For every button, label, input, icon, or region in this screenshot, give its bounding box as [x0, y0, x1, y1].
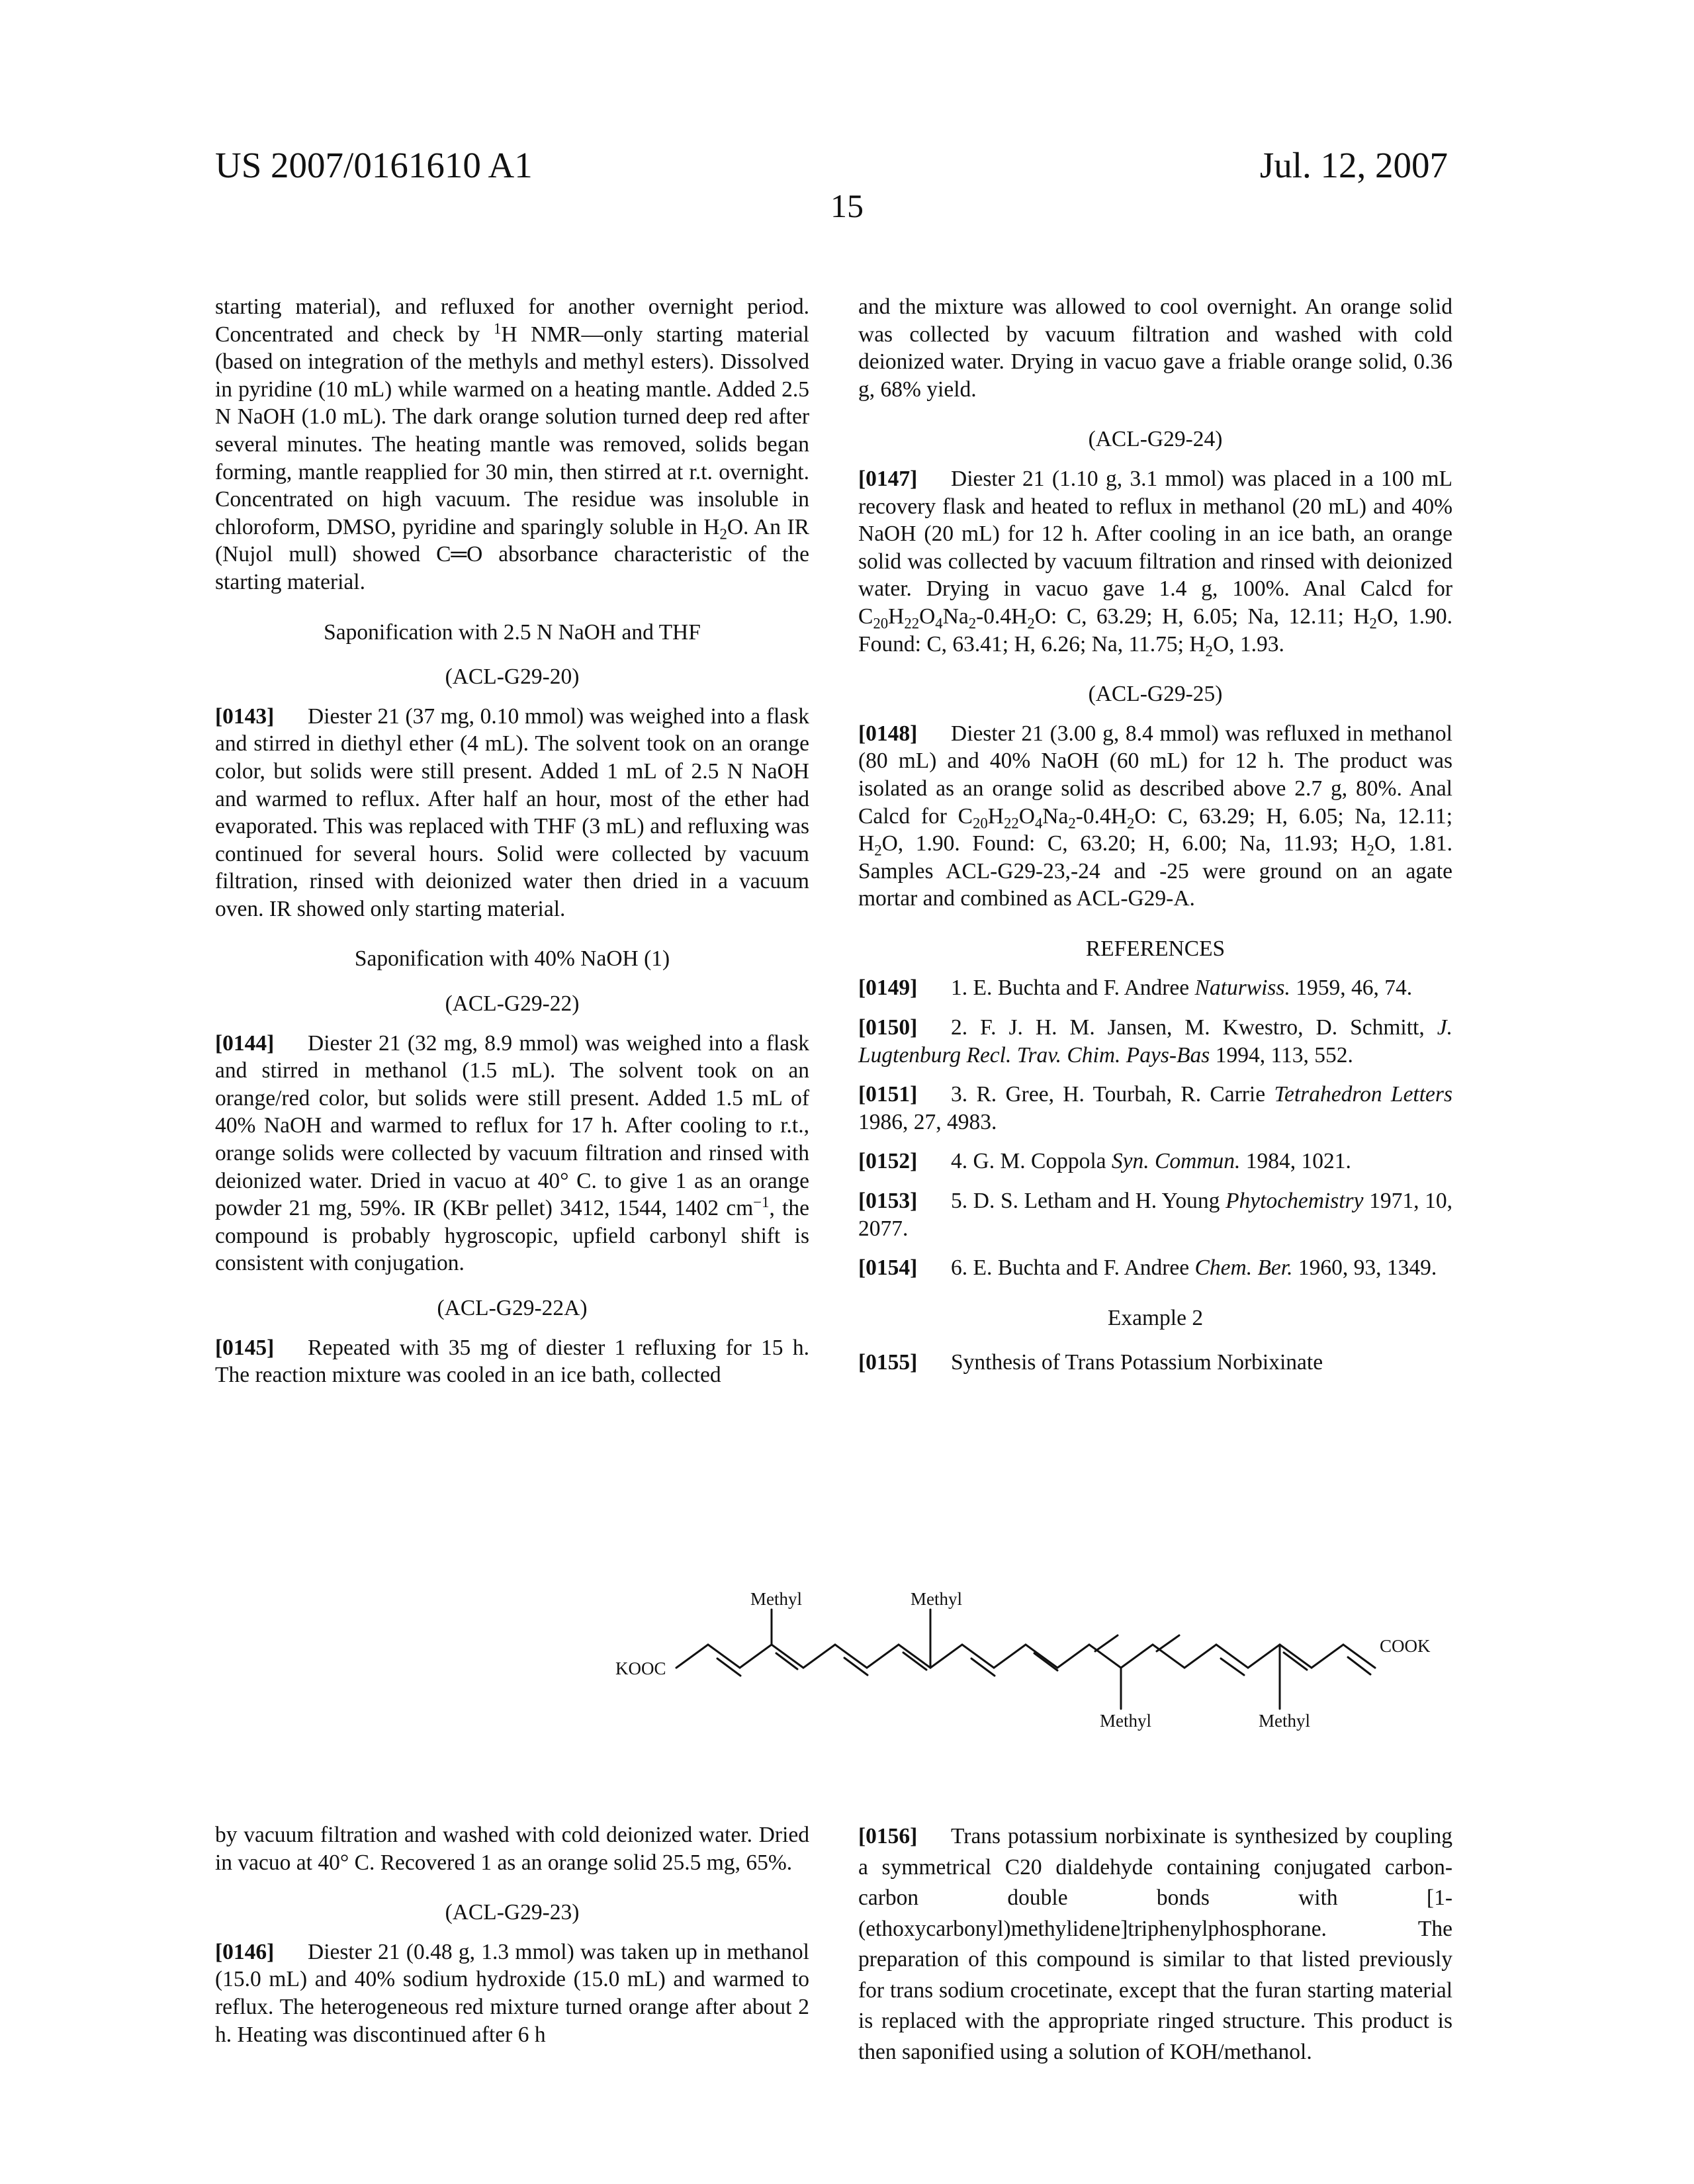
continued-paragraph: by vacuum filtration and washed with cold deionized water. Dried in vacuo at 40° C. Recovered 1 as an orange solid 25.5 mg, 65%. — [215, 1821, 809, 1876]
section-heading: Saponification with 40% NaOH (1) — [215, 945, 809, 973]
right-column-bottom — [858, 1821, 1452, 2068]
sample-label: (ACL-G29-22) — [215, 990, 809, 1018]
reference-item: [0152] 4. G. M. Coppola Syn. Commun. 1984, 1021. — [858, 1148, 1452, 1175]
page-number: 15 — [0, 187, 1694, 225]
section-heading: Saponification with 2.5 N NaOH and THF — [215, 619, 809, 647]
double-bond — [717, 1659, 740, 1676]
methyl-label: Methyl — [1100, 1711, 1151, 1731]
publication-date: Jul. 12, 2007 — [1260, 144, 1448, 186]
double-bond — [971, 1659, 995, 1676]
sample-label: (ACL-G29-23) — [215, 1899, 809, 1927]
sample-label: (ACL-G29-20) — [215, 663, 809, 691]
sample-label: (ACL-G29-25) — [858, 680, 1452, 708]
paragraph-0148: [0148] Diester 21 (3.00 g, 8.4 mmol) was refluxed in methanol (80 mL) and 40% NaOH (60 mL) for 12 h. The product was isolated as an orange solid as described above 2.7 g, 80%. Anal Calcd for C20H22O4Na2-0.4H2O: C, 63.29; H, 6.05; Na, 12.11; H2O, 1.90. Found: C, 63.20; H, 6.00; Na, 11.93; H2O, 1.81. Samples ACL-G29-23,-24 and -25 were ground on an agate mortar and combined as ACL-G29-A. — [858, 720, 1452, 913]
methyl-label: Methyl — [911, 1589, 962, 1609]
left-column-bottom — [215, 1821, 809, 2048]
paragraph-0147: [0147] Diester 21 (1.10 g, 3.1 mmol) was placed in a 100 mL recovery flask and heated to reflux in methanol (20 mL) and 40% NaOH (20 mL) for 12 h. After cooling in an ice bath, an orange solid was collected by vacuum filtration and rinsed with deionized water. Drying in vacuo gave 1.4 g, 100%. Anal Calcd for C20H22O4Na2-0.4H2O: C, 63.29; H, 6.05; Na, 12.11; H2O, 1.90. Found: C, 63.41; H, 6.26; Na, 11.75; H2O, 1.93. — [858, 465, 1452, 658]
double-bond — [1157, 1635, 1179, 1651]
kooc-label: KOOC — [615, 1659, 666, 1678]
paragraph-0155: [0155] Synthesis of Trans Potassium Norbixinate — [858, 1349, 1452, 1377]
continued-paragraph: and the mixture was allowed to cool overnight. An orange solid was collected by vacuum filtration and washed with cold deionized water. Drying in vacuo gave a friable orange solid, 0.36 g, 68% yield. — [858, 293, 1452, 403]
paragraph-0143: [0143] Diester 21 (37 mg, 0.10 mmol) was weighed into a flask and stirred in diethyl ether (4 mL). The solvent took on an orange color, but solids were still present. Added 1 mL of 2.5 N NaOH and warmed to reflux. After half an hour, most of the ether had evaporated. This was replaced with THF (3 mL) and refluxing was continued for several hours. Solid were collected by vacuum filtration, rinsed with deionized water then dried in a vacuum oven. IR showed only starting material. — [215, 703, 809, 923]
sample-label: (ACL-G29-22A) — [215, 1295, 809, 1322]
sample-label: (ACL-G29-24) — [858, 426, 1452, 453]
paragraph-0146: [0146] Diester 21 (0.48 g, 1.3 mmol) was taken up in methanol (15.0 mL) and 40% sodium hydroxide (15.0 mL) and warmed to reflux. The heterogeneous red mixture turned orange after about 2 h. Heating was discontinued after 6 h — [215, 1938, 809, 2048]
methyl-label: Methyl — [750, 1589, 802, 1609]
paragraph-0145: [0145] Repeated with 35 mg of diester 1 refluxing for 15 h. The reaction mixture was cooled in an ice bath, collected — [215, 1334, 809, 1389]
reference-item: [0151] 3. R. Gree, H. Tourbah, R. Carrie Tetrahedron Letters 1986, 27, 4983. — [858, 1081, 1452, 1136]
continued-paragraph: starting material), and refluxed for another overnight period. Concentrated and check by 1H NMR—only starting material (based on integration of the methyls and methyl esters). Dissolved in pyridine (10 mL) while warmed on a heating mantle. Added 2.5 N NaOH (1.0 mL). The dark orange solution turned deep red after several minutes. The heating mantle was removed, solids began forming, mantle reapplied for 30 min, then stirred at r.t. overnight. Concentrated on high vacuum. The residue was insoluble in chloroform, DMSO, pyridine and sparingly soluble in H2O. An IR (Nujol mull) showed C═O absorbance characteristic of the starting material. — [215, 293, 809, 596]
cook-label: COOK — [1380, 1636, 1431, 1656]
patent-page — [0, 0, 1694, 2184]
reference-item: [0154] 6. E. Buchta and F. Andree Chem. Ber. 1960, 93, 1349. — [858, 1254, 1452, 1282]
paragraph-0144: [0144] Diester 21 (32 mg, 8.9 mmol) was weighed into a flask and stirred in methanol (1.5 mL). The solvent took on an orange/red color, but solids were still present. Added 1.5 mL of 40% NaOH and warmed to reflux for 17 h. After cooling to r.t., orange solids were collected by vacuum filtration and rinsed with deionized water. Dried in vacuo at 40° C. to give 1 as an orange powder 21 mg, 59%. IR (KBr pellet) 3412, 1544, 1402 cm−1, the compound is probably hygroscopic, upfield carbonyl shift is consistent with conjugation. — [215, 1030, 809, 1277]
double-bond — [1034, 1653, 1057, 1670]
patent-number: US 2007/0161610 A1 — [215, 144, 533, 186]
reference-item: [0153] 5. D. S. Letham and H. Young Phytochemistry 1971, 10, 2077. — [858, 1187, 1452, 1242]
example-heading: Example 2 — [858, 1304, 1452, 1332]
methyl-label: Methyl — [1259, 1711, 1310, 1731]
reference-item: [0150] 2. F. J. H. M. Jansen, M. Kwestro, D. Schmitt, J. Lugtenburg Recl. Trav. Chim. Pays-Bas 1994, 113, 552. — [858, 1014, 1452, 1069]
double-bond — [1348, 1657, 1370, 1674]
paragraph-0156: [0156] Trans potassium norbixinate is synthesized by coupling a symmetrical C20 dialdehyde containing conjugated carbon-carbon double bonds with [1-(ethoxycarbonyl)methylidene]triphenylphosphorane. The preparation of this compound is similar to that listed previously for trans sodium crocetinate, except that the furan starting material is replaced with the appropriate ringed structure. This product is then saponified using a solution of KOH/methanol. — [858, 1821, 1452, 2068]
references-heading: REFERENCES — [858, 935, 1452, 963]
double-bond — [1095, 1635, 1118, 1651]
double-bond — [1221, 1659, 1244, 1675]
reference-item: [0149] 1. E. Buchta and F. Andree Naturwiss. 1959, 46, 74. — [858, 974, 1452, 1002]
